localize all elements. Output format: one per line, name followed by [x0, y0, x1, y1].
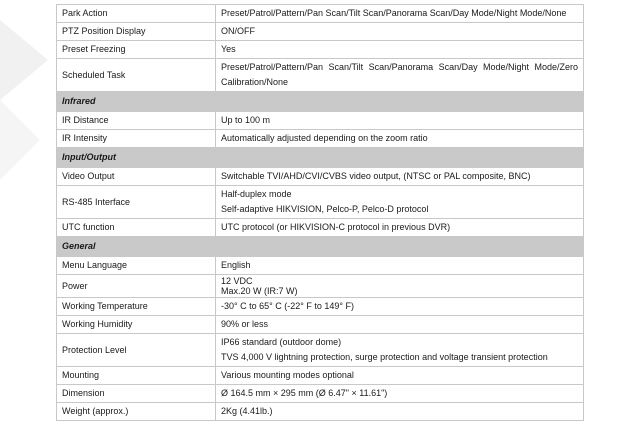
spec-value-line: UTC protocol (or HIKVISION-C protocol in previous DVR): [221, 222, 451, 232]
spec-label: Working Temperature: [57, 298, 216, 316]
spec-label: Menu Language: [57, 257, 216, 275]
table-row: [57, 59, 584, 92]
spec-value-line: Preset/Patrol/Pattern/Pan Scan/Tilt Scan/Panorama Scan/Day Mode/Night Mode/None: [221, 8, 567, 18]
spec-value-line: TVS 4,000 V lightning protection, surge protection and voltage transient protection: [221, 352, 548, 362]
table-row: [57, 219, 584, 237]
spec-value: [216, 5, 584, 23]
table-row: [57, 385, 584, 403]
section-title: Infrared: [57, 92, 584, 112]
spec-value: [216, 168, 584, 186]
spec-value: [216, 298, 584, 316]
spec-value-line: 2Kg (4.41lb.): [221, 406, 273, 416]
table-row: [57, 298, 584, 316]
spec-table-body: [57, 5, 584, 421]
spec-value-line: Half-duplex mode: [221, 189, 292, 199]
spec-value: [216, 316, 584, 334]
spec-label: Working Humidity: [57, 316, 216, 334]
spec-value-line: English: [221, 260, 251, 270]
spec-value-line: Various mounting modes optional: [221, 370, 354, 380]
table-row: [57, 403, 584, 421]
spec-value: [216, 385, 584, 403]
spec-value-line: ON/OFF: [221, 26, 255, 36]
spec-value: [216, 219, 584, 237]
spec-label: PTZ Position Display: [57, 23, 216, 41]
spec-label: Video Output: [57, 168, 216, 186]
table-row: [57, 186, 584, 219]
section-title: Input/Output: [57, 148, 584, 168]
spec-label: Power: [57, 275, 216, 298]
table-row: [57, 5, 584, 23]
table-row: [57, 316, 584, 334]
spec-label: Dimension: [57, 385, 216, 403]
spec-value: [216, 112, 584, 130]
spec-value-line: Yes: [221, 44, 236, 54]
spec-label: Preset Freezing: [57, 41, 216, 59]
spec-value: [216, 59, 584, 92]
spec-value: [216, 334, 584, 367]
spec-value: [216, 130, 584, 148]
spec-value-line: Ø 164.5 mm × 295 mm (Ø 6.47" × 11.61"): [221, 388, 388, 398]
spec-label: RS-485 Interface: [57, 186, 216, 219]
table-row: [57, 334, 584, 367]
spec-value: [216, 41, 584, 59]
spec-label: Protection Level: [57, 334, 216, 367]
spec-value: [216, 403, 584, 421]
spec-value-line: Max.20 W (IR:7 W): [221, 286, 298, 296]
spec-label: IR Intensity: [57, 130, 216, 148]
section-header-row: [57, 148, 584, 168]
spec-value-line: Automatically adjusted depending on the zoom ratio: [221, 133, 428, 143]
table-row: [57, 41, 584, 59]
spec-value: [216, 275, 584, 298]
table-row: [57, 168, 584, 186]
table-row: [57, 23, 584, 41]
spec-value-line: Up to 100 m: [221, 115, 271, 125]
table-row: [57, 275, 584, 298]
spec-label: Weight (approx.): [57, 403, 216, 421]
spec-label: UTC function: [57, 219, 216, 237]
spec-value-line: Self-adaptive HIKVISION, Pelco-P, Pelco-D protocol: [221, 204, 429, 214]
spec-table: [56, 4, 584, 421]
spec-value: [216, 186, 584, 219]
section-title: General: [57, 237, 584, 257]
spec-value-line: -30° C to 65° C (-22° F to 149° F): [221, 301, 354, 311]
spec-value: [216, 23, 584, 41]
spec-label: Scheduled Task: [57, 59, 216, 92]
spec-value-line: 90% or less: [221, 319, 269, 329]
spec-value-line: Preset/Patrol/Pattern/Pan Scan/Tilt Scan/Panorama Scan/Day Mode/Night Mode/Zero Calibration/None: [221, 62, 578, 87]
spec-label: Mounting: [57, 367, 216, 385]
spec-value: [216, 367, 584, 385]
spec-value-line: Switchable TVI/AHD/CVI/CVBS video output, (NTSC or PAL composite, BNC): [221, 171, 531, 181]
table-row: [57, 112, 584, 130]
section-header-row: [57, 92, 584, 112]
table-row: [57, 130, 584, 148]
spec-label: Park Action: [57, 5, 216, 23]
table-row: [57, 257, 584, 275]
section-header-row: [57, 237, 584, 257]
spec-value-line: IP66 standard (outdoor dome): [221, 337, 342, 347]
spec-value: [216, 257, 584, 275]
table-row: [57, 367, 584, 385]
spec-value-line: 12 VDC: [221, 276, 253, 286]
spec-label: IR Distance: [57, 112, 216, 130]
